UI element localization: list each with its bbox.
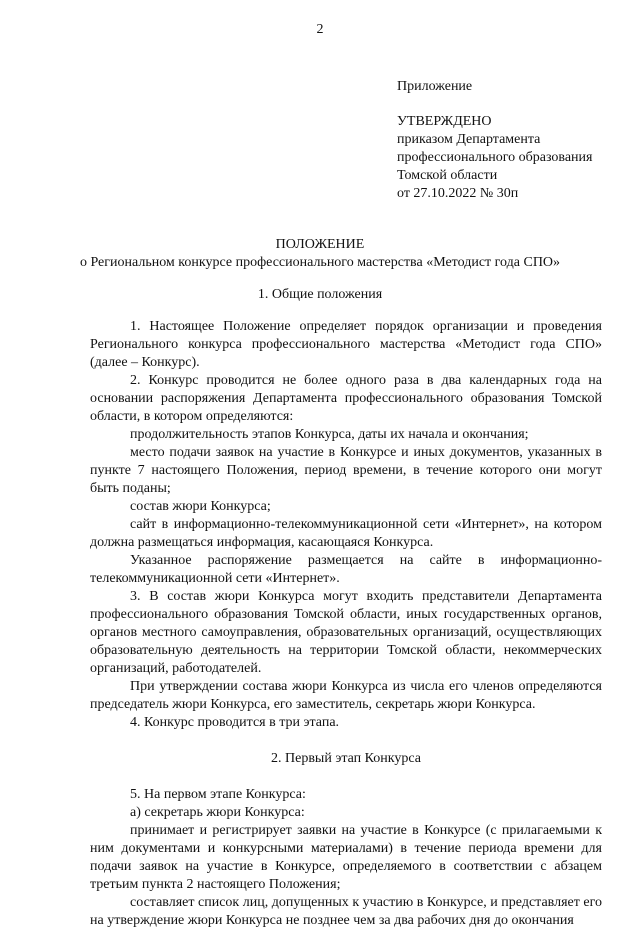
- section-2-heading: 2. Первый этап Конкурса: [271, 751, 421, 766]
- page-number: 2: [316, 22, 324, 37]
- appendix-label: Приложение: [397, 79, 473, 94]
- approval-region-line: Томской области: [397, 168, 498, 183]
- paragraph-1-2: 2. Конкурс проводится не более одного раза в два календарных года на основании распоряжения Департамента профессионального образования Томской области, в котором определяются:: [90, 373, 602, 424]
- document-body: [90, 318, 602, 930]
- paragraph-1-9: При утверждении состава жюри Конкурса из числа его членов определяются председатель жюри Конкурса, его заместитель, секретарь жюри Конкурса.: [90, 679, 602, 712]
- paragraph-1-10: 4. Конкурс проводится в три этапа.: [130, 715, 340, 730]
- paragraph-1-6: сайт в информационно-телекоммуникационной сети «Интернет», на котором должна размещаться информация, касающаяся Конкурса.: [90, 517, 602, 550]
- paragraph-1-3: продолжительность этапов Конкурса, даты их начала и окончания;: [130, 427, 529, 442]
- approved-label: УТВЕРЖДЕНО: [397, 114, 492, 129]
- section-1-heading: 1. Общие положения: [257, 287, 383, 302]
- paragraph-2-1: 5. На первом этапе Конкурса:: [130, 787, 306, 802]
- document-title: ПОЛОЖЕНИЕ: [275, 237, 365, 252]
- paragraph-1-8: 3. В состав жюри Конкурса могут входить представители Департамента профессионального образования Томской области, иных государственных органов, органов местного самоуправления, образовательных организаций, осуществляющих образовательную деятельность на территории Томской области, некоммерческих организаций, работодателей.: [90, 589, 602, 676]
- paragraph-2-4: составляет список лиц, допущенных к участию в Конкурсе, и представляет его на утверждение жюри Конкурса не позднее чем за два рабочих дня до окончания: [90, 895, 602, 928]
- paragraph-2-3: принимает и регистрирует заявки на участие в Конкурсе (с прилагаемыми к ним документами и конкурсными материалами) в течение периода времени для подачи заявок на участие в Конкурсе, определяемого в соответствии с абзацем третьим пункта 2 настоящего Положения;: [90, 823, 602, 892]
- document-subtitle: о Региональном конкурсе профессионального мастерства «Методист года СПО»: [79, 255, 561, 270]
- approval-block: [397, 78, 592, 203]
- paragraph-1-7: Указанное распоряжение размещается на сайте в информационно-телекоммуникационной сети «Интернет».: [90, 553, 602, 586]
- approval-order-line: приказом Департамента: [397, 132, 541, 147]
- paragraph-2-2: а) секретарь жюри Конкурса:: [130, 805, 305, 820]
- paragraph-1-5: состав жюри Конкурса;: [130, 499, 271, 514]
- paragraph-1-4: место подачи заявок на участие в Конкурсе и иных документов, указанных в пункте 7 настоящего Положения, период времени, в течение которого они могут быть поданы;: [90, 445, 602, 496]
- approval-department-line: профессионального образования: [397, 150, 593, 165]
- paragraph-1-1: 1. Настоящее Положение определяет порядок организации и проведения Регионального конкурса профессионального мастерства «Методист года СПО» (далее – Конкурс).: [90, 319, 602, 370]
- approval-date-line: от 27.10.2022 № 30п: [397, 186, 519, 201]
